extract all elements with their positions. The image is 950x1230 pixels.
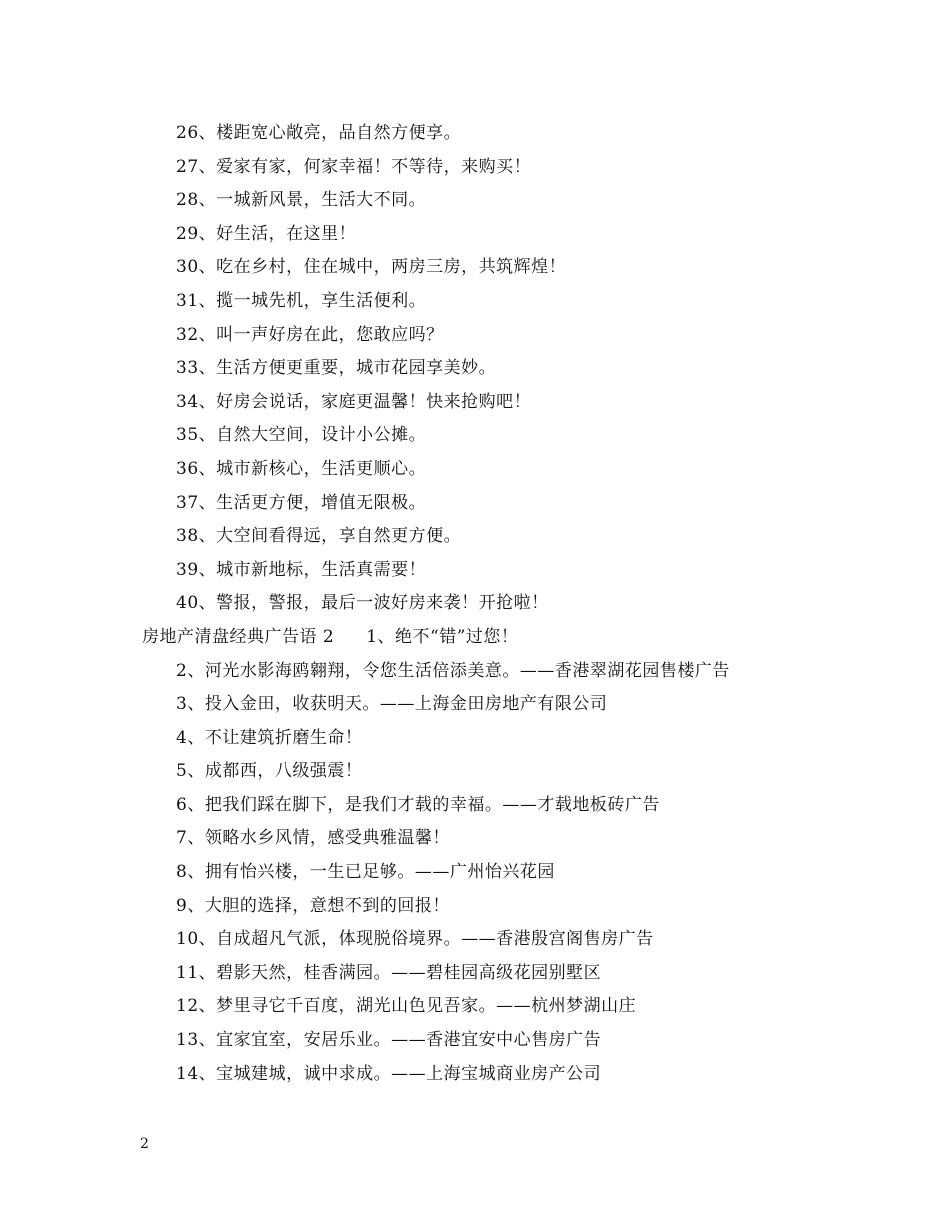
list-item: 8、拥有怡兴楼，一生已足够。——广州怡兴花园 [176,862,555,883]
list-item: 3、投入金田，收获明天。——上海金田房地产有限公司 [176,694,608,715]
list-item: 38、大空间看得远，享自然更方便。 [176,526,462,547]
list-item: 37、生活更方便，增值无限极。 [176,492,427,513]
section-title: 房地产清盘经典广告语 2 [142,626,335,647]
list-item: 34、好房会说话，家庭更温馨！快来抢购吧！ [176,391,532,412]
list-item: 27、爱家有家，何家幸福！不等待，来购买！ [176,156,532,177]
section-first-item: 1、绝不“错”过您！ [366,626,519,647]
list-item: 39、城市新地标，生活真需要！ [176,559,427,580]
list-item: 35、自然大空间，设计小公摊。 [176,425,427,446]
list-item: 40、警报，警报，最后一波好房来袭！开抢啦！ [176,593,549,614]
list-item: 10、自成超凡气派，体现脱俗境界。——香港殷宫阁售房广告 [176,929,654,950]
list-item: 33、生活方便更重要，城市花园享美妙。 [176,358,497,379]
list-item: 30、吃在乡村，住在城中，两房三房，共筑辉煌！ [176,257,567,278]
list-item: 26、楼距宽心敞亮，品自然方便享。 [176,123,462,143]
list-item: 11、碧影天然，桂香满园。——碧桂园高级花园别墅区 [176,962,602,983]
list-item: 2、河光水影海鸥翱翔，令您生活倍添美意。——香港翠湖花园售楼广告 [176,660,730,681]
list-item: 28、一城新风景，生活大不同。 [176,190,427,211]
list-item: 9、大胆的选择，意想不到的回报！ [176,895,450,916]
list-item: 13、宜家宜室，安居乐业。——香港宜安中心售房广告 [176,1030,602,1051]
list-item: 7、领略水乡风情，感受典雅温馨！ [176,828,450,849]
list-item: 5、成都西，八级强震！ [176,761,363,782]
document-body [0,117,950,1091]
list-item: 12、梦里寻它千百度，湖光山色见吾家。——杭州梦湖山庄 [176,996,637,1017]
list-item: 14、宝城建城，诚中求成。——上海宝城商业房产公司 [176,1063,602,1084]
list-item: 4、不让建筑折磨生命！ [176,727,363,748]
list-item: 32、叫一声好房在此，您敢应吗？ [176,324,444,345]
list-item: 36、城市新核心，生活更顺心。 [176,458,427,479]
list-item: 6、把我们踩在脚下，是我们才载的幸福。——才载地板砖广告 [176,794,660,815]
list-item: 31、揽一城先机，享生活便利。 [176,290,427,311]
section-heading-line [0,621,950,655]
page-number: 2 [140,1136,149,1152]
list-item: 29、好生活，在这里！ [176,223,357,244]
